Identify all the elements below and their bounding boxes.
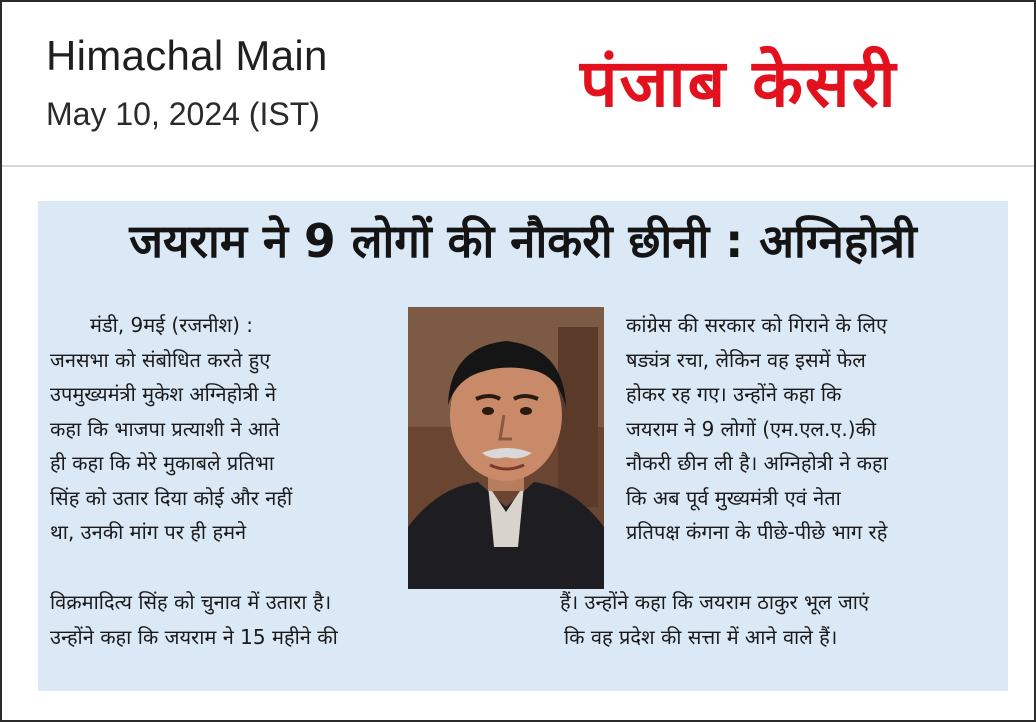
article-line: कि अब पूर्व मुख्यमंत्री एवं नेता — [626, 485, 841, 510]
news-clipping — [38, 201, 1008, 691]
article-line: षड्यंत्र रचा, लेकिन वह इसमें फेल — [626, 347, 866, 372]
article-headline: जयराम ने 9 लोगों की नौकरी छीनी : अग्निहोत्री — [129, 214, 917, 268]
article-line: हैं। उन्होंने कहा कि जयराम ठाकुर भूल जाएं — [560, 590, 870, 614]
article-line: जनसभा को संबोधित करते हुए — [50, 347, 271, 372]
article-line: मंडी, 9मई (रजनीश) : — [90, 313, 254, 337]
newspaper-masthead-logo: पंजाब केसरी — [580, 45, 898, 122]
page-header — [2, 2, 1034, 165]
article-line: उपमुख्यमंत्री मुकेश अग्निहोत्री ने — [50, 382, 277, 406]
article-line: कि वह प्रदेश की सत्ता में आने वाले हैं। — [564, 624, 838, 649]
article-left-column — [50, 308, 410, 550]
article-line: उन्होंने कहा कि जयराम ने 15 महीने की — [50, 624, 338, 649]
article-photo — [408, 307, 604, 589]
article-line: होकर रह गए। उन्होंने कहा कि — [626, 382, 842, 406]
portrait-image — [408, 307, 604, 589]
article-line: था, उनकी मांग पर ही हमने — [50, 520, 247, 544]
edition-name: Himachal Main — [46, 32, 328, 79]
article-line: नौकरी छीन ली है। अग्निहोत्री ने कहा — [626, 451, 888, 475]
article-line: ही कहा कि मेरे मुकाबले प्रतिभा — [50, 451, 275, 475]
header-divider — [2, 165, 1034, 167]
article-line: सिंह को उतार दिया कोई और नहीं — [50, 485, 293, 510]
article-line: जयराम ने 9 लोगों (एम.एल.ए.)की — [626, 416, 877, 441]
article-right-column-continued — [560, 585, 1006, 654]
article-line: कहा कि भाजपा प्रत्याशी ने आते — [50, 416, 280, 441]
article-right-column — [626, 308, 1006, 550]
article-line: विक्रमादित्य सिंह को चुनाव में उतारा है। — [50, 590, 332, 614]
article-line: कांग्रेस की सरकार को गिराने के लिए — [626, 313, 888, 337]
article-left-column-continued — [50, 585, 520, 654]
edition-date: May 10, 2024 (IST) — [46, 96, 320, 132]
article-line: प्रतिपक्ष कंगना के पीछे-पीछे भाग रहे — [626, 520, 888, 544]
